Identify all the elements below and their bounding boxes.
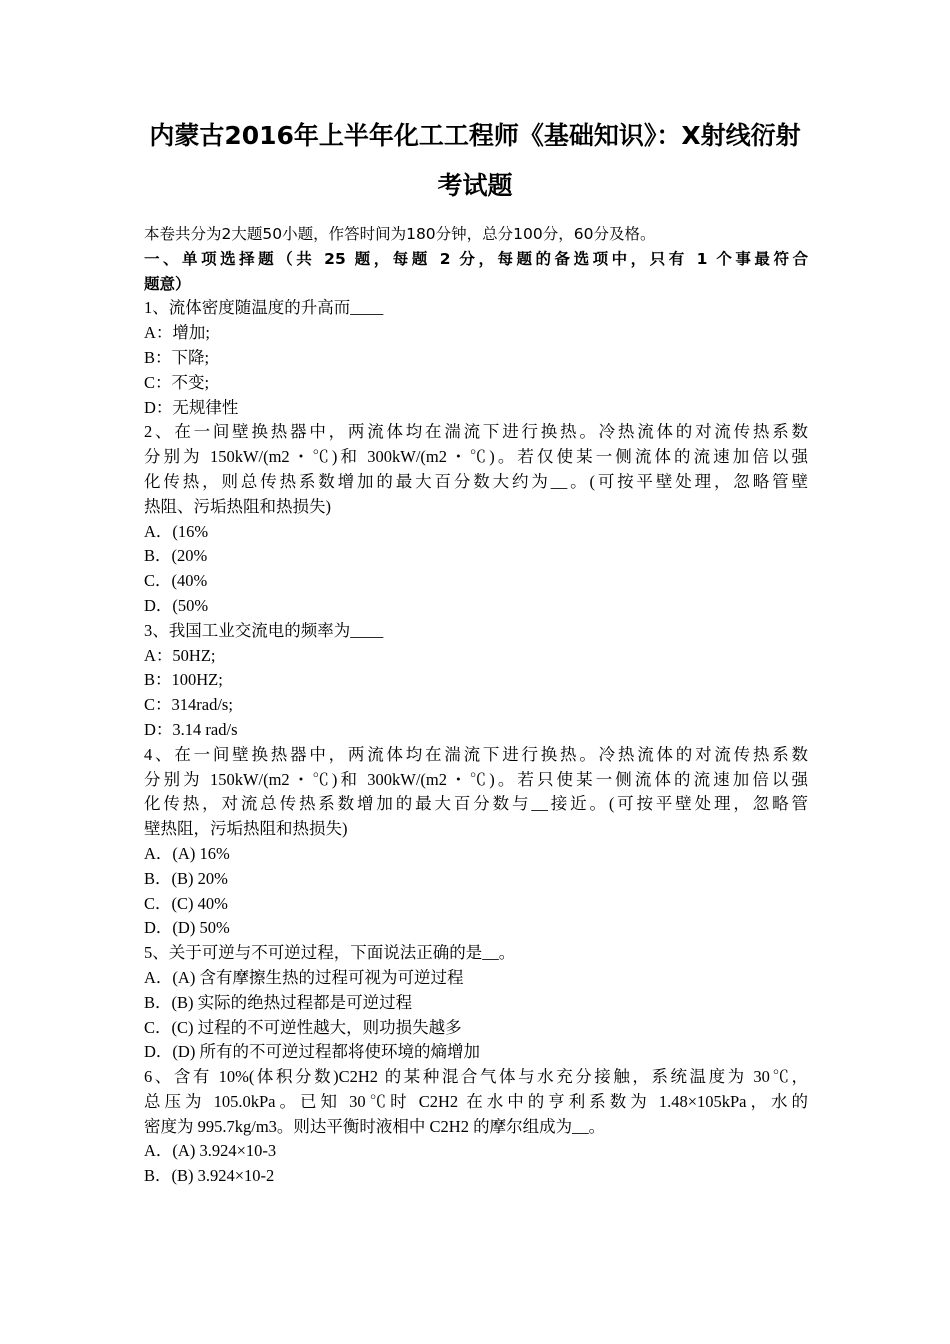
question-4 <box>144 743 808 941</box>
option-a: A．(A) 含有摩擦生热的过程可视为可逆过程 <box>144 967 464 987</box>
option-b: B：下降; <box>144 347 210 367</box>
question-stem: 总压为 105.0kPa。已知 30℃时 C2H2 在水中的亨利系数为 1.48×105kPa，水的 <box>144 1091 808 1111</box>
option-d: D．(D) 所有的不可逆过程都将使环境的熵增加 <box>144 1042 480 1062</box>
question-stem: 4、在一间壁换热器中，两流体均在湍流下进行换热。冷热流体的对流传热系数 <box>144 744 808 764</box>
option-d: D．(D) 50% <box>144 918 230 938</box>
option-b: B．(B) 20% <box>144 868 228 888</box>
question-6 <box>144 1065 808 1189</box>
option-a: A．(A) 16% <box>144 843 230 863</box>
question-stem: 5、关于可逆与不可逆过程，下面说法正确的是__。 <box>144 943 516 963</box>
option-d: D．(50% <box>144 595 209 615</box>
option-d: D：3.14 rad/s <box>144 719 238 739</box>
question-3 <box>144 619 808 743</box>
question-stem: 1、流体密度随温度的升高而____ <box>144 298 384 318</box>
section-heading-line-2: 题意） <box>144 274 191 293</box>
question-stem: 化传热，对流总传热系数增加的最大百分数与__接近。(可按平壁处理，忽略管 <box>144 794 808 814</box>
option-d: D：无规律性 <box>144 397 239 417</box>
question-stem: 热阻、污垢热阻和热损失) <box>144 496 331 516</box>
question-stem: 化传热，则总传热系数增加的最大百分数大约为__。(可按平壁处理，忽略管壁 <box>144 471 808 491</box>
question-stem: 壁热阻，污垢热阻和热损失) <box>144 819 348 839</box>
option-a: A：50HZ; <box>144 645 216 665</box>
question-stem: 分别为 150kW/(m2・℃)和 300kW/(m2・℃)。若只使某一侧流体的流速加倍以强 <box>144 769 808 789</box>
option-b: B．(B) 实际的绝热过程都是可逆过程 <box>144 992 413 1012</box>
question-stem: 3、我国工业交流电的频率为____ <box>144 620 384 640</box>
document-body <box>144 222 808 1189</box>
option-c: C．(40% <box>144 571 208 591</box>
option-b: B．(B) 3.924×10-2 <box>144 1166 275 1186</box>
question-stem: 6、含有 10%(体积分数)C2H2 的某种混合气体与水充分接触，系统温度为 30℃， <box>144 1067 808 1087</box>
exam-intro: 本卷共分为2大题50小题，作答时间为180分钟，总分100分，60分及格。 <box>144 225 656 243</box>
document-title-line-2: 考试题 <box>437 171 513 200</box>
option-c: C．(C) 40% <box>144 893 228 913</box>
option-b: B：100HZ; <box>144 670 223 690</box>
option-a: A．(A) 3.924×10-3 <box>144 1141 277 1161</box>
section-heading-line-1: 一、单项选择题（共 25 题，每题 2 分，每题的备选项中，只有 1 个事最符合 <box>144 249 808 268</box>
question-5 <box>144 941 808 1065</box>
question-2 <box>144 420 808 618</box>
option-c: C：314rad/s; <box>144 695 233 715</box>
document-title-line-1: 内蒙古2016年上半年化工工程师《基础知识》：X射线衍射 <box>149 121 801 150</box>
option-a: A．(16% <box>144 521 209 541</box>
question-stem: 密度为 995.7kg/m3。则达平衡时液相中 C2H2 的摩尔组成为__。 <box>144 1116 606 1136</box>
question-1 <box>144 296 808 420</box>
option-a: A：增加; <box>144 323 210 343</box>
option-c: C：不变; <box>144 372 210 392</box>
option-c: C．(C) 过程的不可逆性越大，则功损失越多 <box>144 1017 462 1037</box>
option-b: B．(20% <box>144 546 208 566</box>
question-stem: 2、在一间壁换热器中，两流体均在湍流下进行换热。冷热流体的对流传热系数 <box>144 422 808 442</box>
question-stem: 分别为 150kW/(m2・℃)和 300kW/(m2・℃)。若仅使某一侧流体的流速加倍以强 <box>144 447 808 467</box>
